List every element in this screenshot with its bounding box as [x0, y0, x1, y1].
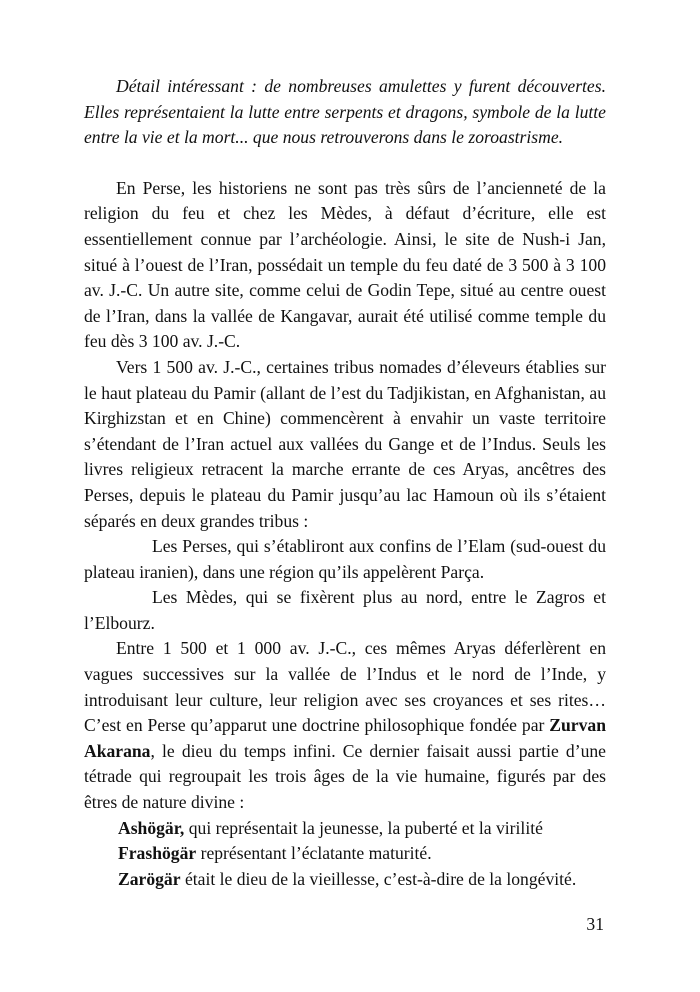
divinity-name: Frashögär [118, 843, 197, 864]
intro-italic-paragraph: Détail intéressant : de nombreuses amulettes y furent découvertes. Elles représentaient la lutte entre serpents et dragons, symbole de la lutte entre la vie et la mort... que nous retrouverons dans le zoroastrisme. [84, 76, 606, 148]
fire-religion-paragraph: En Perse, les historiens ne sont pas très sûrs de l’ancienneté de la religion du feu et chez les Mèdes, à défaut d’écriture, elle est essentiellement connue par l’archéologie. Ainsi, le site de Nush-i Jan, situé à l’ouest de l’Iran, possédait un temple du feu daté de 3 500 à 3 100 av. J.-C. Un autre site, comme celui de Godin Tepe, situé au centre ouest de l’Iran, dans la vallée de Kangavar, aurait été utilisé comme temple du feu dès 3 100 av. J.-C. [84, 177, 606, 352]
aryas-paragraph [84, 636, 606, 815]
nomadic-tribes-paragraph: Vers 1 500 av. J.-C., certaines tribus nomades d’éleveurs établies sur le haut plateau du Pamir (allant de l’est du Tadjikistan, en Afghanistan, au Kirghizstan et en Chine) commencèrent à envahir un vaste territoire s’étendant de l’Iran actuel aux vallées du Gange et de l’Indus. Seuls les livres religieux retracent la marche errante de ces Aryas, ancêtres des Perses, depuis le plateau du Pamir jusqu’au lac Hamoun où ils s’étaient séparés en deux grandes tribus : [84, 356, 606, 531]
divinity-description: qui représentait la jeunesse, la puberté et la virilité [184, 817, 543, 838]
page-number: 31 [586, 914, 604, 934]
divinity-item-ashogar [84, 816, 606, 842]
aryas-text-before: Entre 1 500 et 1 000 av. J.-C., ces mêmes Aryas déferlèrent en vagues successives sur la vallée de l’Indus et le nord de l’Inde, y introduisant leur culture, leur religion avec ses croyances et ses rites… C’est en Perse qu’apparut une doctrine philosophique fondée par [84, 638, 606, 736]
aryas-text-after: , le dieu du temps infini. Ce dernier faisait aussi partie d’une tétrade qui regroupait les trois âges de la vie humaine, figurés par des êtres de nature divine : [84, 740, 606, 813]
paragraph-gap [84, 151, 606, 176]
divinity-description: était le dieu de la vieillesse, c’est-à-dire de la longévité. [180, 868, 577, 889]
divinity-description: représentant l’éclatante maturité. [196, 843, 432, 864]
perses-tribe-paragraph: Les Perses, qui s’établiront aux confins de l’Elam (sud-ouest du plateau iranien), dans une région qu’ils appelèrent Parça. [84, 536, 606, 582]
medes-tribe-paragraph: Les Mèdes, qui se fixèrent plus au nord, entre le Zagros et l’Elbourz. [84, 587, 606, 633]
divinity-name: Zarögär [118, 868, 181, 889]
page-body [84, 74, 606, 892]
zurvan-akarana-name: Zurvan Akarana [84, 715, 606, 761]
divinity-item-zarogar [84, 867, 606, 893]
divinity-name: Ashögär, [118, 817, 185, 838]
divinity-item-frashogar [84, 841, 606, 867]
